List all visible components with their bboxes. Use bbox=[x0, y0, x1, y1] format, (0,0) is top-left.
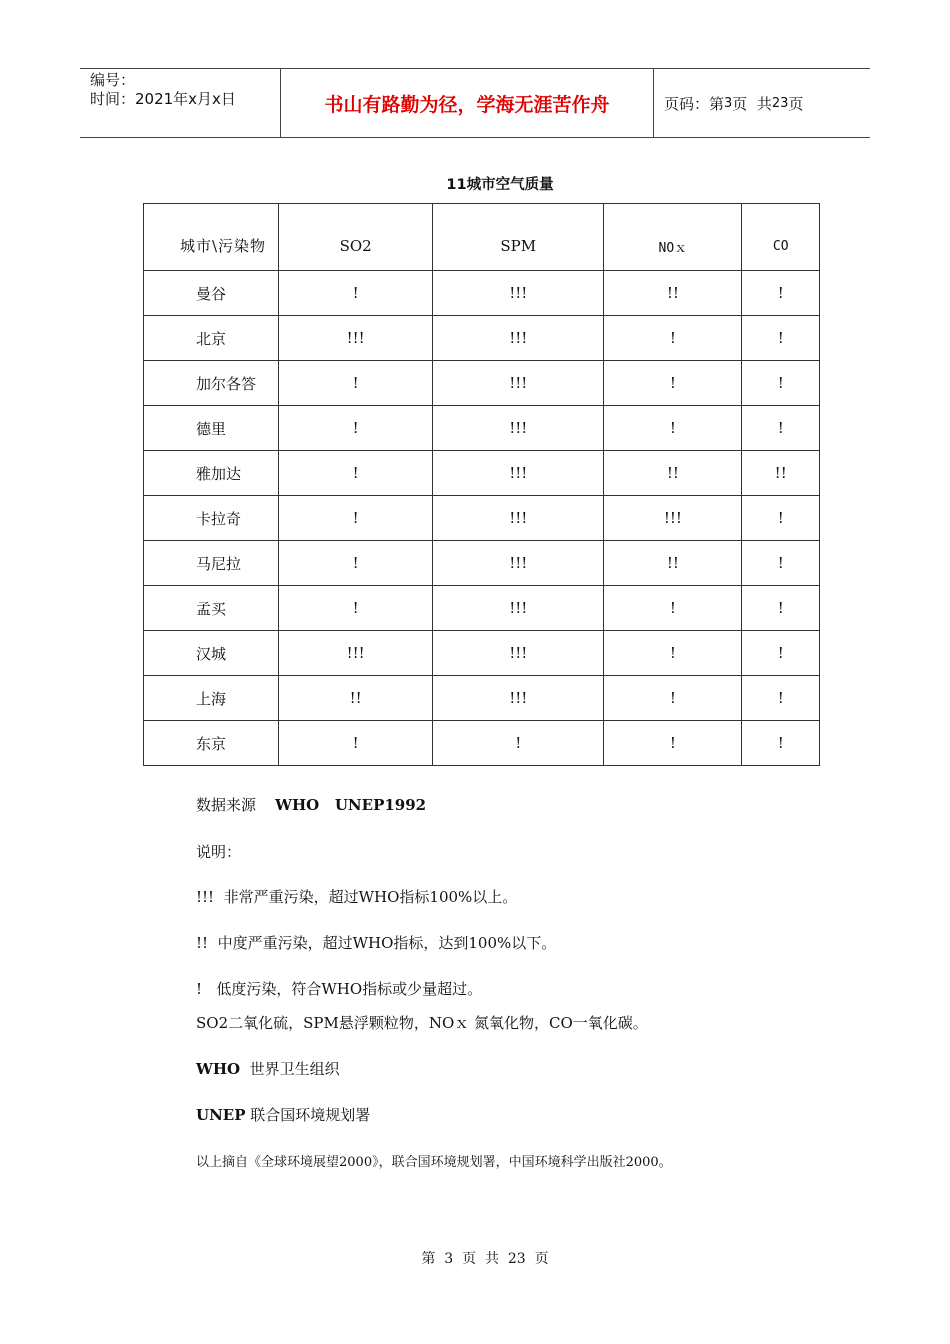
spm-cell: !!! bbox=[433, 406, 604, 451]
so2-cell: !!! bbox=[279, 631, 433, 676]
co-cell: ! bbox=[742, 721, 820, 766]
unep-name: 联合国环境规划署 bbox=[245, 1106, 371, 1124]
co-cell: ! bbox=[742, 406, 820, 451]
spm-cell: !!! bbox=[433, 361, 604, 406]
nox-cell: !!! bbox=[604, 496, 742, 541]
source-value: WHO UNEP1992 bbox=[275, 796, 427, 814]
nox-cell: ! bbox=[604, 721, 742, 766]
spm-cell: !!! bbox=[433, 586, 604, 631]
city-cell: 上海 bbox=[144, 676, 279, 721]
table-row bbox=[144, 361, 820, 406]
spm-cell: !!! bbox=[433, 451, 604, 496]
so2-cell: ! bbox=[279, 406, 433, 451]
spm-cell: !!! bbox=[433, 676, 604, 721]
city-cell: 雅加达 bbox=[144, 451, 279, 496]
nox-cell: ! bbox=[604, 676, 742, 721]
page-mid: 页 共 bbox=[732, 94, 772, 113]
city-cell: 汉城 bbox=[144, 631, 279, 676]
table-header-row bbox=[144, 204, 820, 271]
so2-cell: ! bbox=[279, 451, 433, 496]
city-cell: 北京 bbox=[144, 316, 279, 361]
city-cell: 卡拉奇 bbox=[144, 496, 279, 541]
co-cell: ! bbox=[742, 676, 820, 721]
page-footer bbox=[0, 1248, 950, 1268]
so2-cell: ! bbox=[279, 496, 433, 541]
city-cell: 东京 bbox=[144, 721, 279, 766]
page-current: 3 bbox=[724, 95, 733, 111]
so2-cell: ! bbox=[279, 361, 433, 406]
time-label: 时间：2021年x月x日 bbox=[90, 90, 236, 108]
nox-cell: ! bbox=[604, 361, 742, 406]
table-row bbox=[144, 586, 820, 631]
air-quality-table bbox=[143, 203, 820, 766]
table-row bbox=[144, 271, 820, 316]
so2-cell: !! bbox=[279, 676, 433, 721]
unep-line bbox=[196, 1104, 370, 1125]
nox-cell: ! bbox=[604, 406, 742, 451]
so2-cell: ! bbox=[279, 721, 433, 766]
table-caption-wrap bbox=[0, 173, 950, 194]
number-label: 编号： bbox=[90, 71, 136, 89]
document-header bbox=[80, 68, 870, 138]
co-cell: ! bbox=[742, 496, 820, 541]
table-caption: 11城市空气质量 bbox=[446, 177, 554, 193]
table-row bbox=[144, 631, 820, 676]
nox-cell: ! bbox=[604, 631, 742, 676]
explain-label: 说明： bbox=[196, 843, 242, 861]
so2-cell: ! bbox=[279, 541, 433, 586]
legend-low: ! 低度污染，符合WHO指标或少量超过。 bbox=[196, 980, 483, 998]
co-cell: ! bbox=[742, 586, 820, 631]
co-cell: ! bbox=[742, 361, 820, 406]
co-cell: ! bbox=[742, 316, 820, 361]
nox-cell: !! bbox=[604, 541, 742, 586]
spm-cell: !!! bbox=[433, 541, 604, 586]
column-header-spm: SPM bbox=[433, 204, 604, 271]
data-source-line bbox=[196, 794, 426, 815]
legend-severe: !!! 非常严重污染，超过WHO指标100%以上。 bbox=[196, 888, 518, 906]
city-cell: 孟买 bbox=[144, 586, 279, 631]
nox-cell: !! bbox=[604, 451, 742, 496]
city-cell: 加尔各答 bbox=[144, 361, 279, 406]
spm-cell: ! bbox=[433, 721, 604, 766]
citation-line: 以上摘自《全球环境展望2000》，联合国环境规划署，中国环境科学出版社2000。 bbox=[196, 1155, 672, 1170]
header-city-pollutant: 城市\污染物 bbox=[144, 204, 279, 271]
header-page-info bbox=[654, 69, 870, 137]
nox-cell: ! bbox=[604, 316, 742, 361]
unep-abbr: UNEP bbox=[196, 1106, 246, 1124]
column-header-nox: NOｘ bbox=[604, 204, 742, 271]
nox-cell: !! bbox=[604, 271, 742, 316]
co-cell: ! bbox=[742, 541, 820, 586]
co-cell: ! bbox=[742, 271, 820, 316]
table-row bbox=[144, 406, 820, 451]
spm-cell: !!! bbox=[433, 271, 604, 316]
city-cell: 德里 bbox=[144, 406, 279, 451]
source-label: 数据来源 bbox=[196, 796, 257, 814]
table-row bbox=[144, 676, 820, 721]
table-row bbox=[144, 541, 820, 586]
page-total: 23 bbox=[771, 95, 789, 111]
table-row bbox=[144, 316, 820, 361]
legend-moderate: !! 中度严重污染，超过WHO指标，达到100%以下。 bbox=[196, 934, 557, 952]
header-meta bbox=[80, 69, 281, 137]
abbreviations-line: SO2二氧化硫，SPM悬浮颗粒物，NOｘ 氮氧化物，CO一氧化碳。 bbox=[196, 1014, 648, 1032]
city-cell: 曼谷 bbox=[144, 271, 279, 316]
who-line bbox=[196, 1058, 340, 1079]
co-cell: ! bbox=[742, 631, 820, 676]
co-cell: !! bbox=[742, 451, 820, 496]
spm-cell: !!! bbox=[433, 316, 604, 361]
spm-cell: !!! bbox=[433, 496, 604, 541]
spm-cell: !!! bbox=[433, 631, 604, 676]
table-row bbox=[144, 451, 820, 496]
city-cell: 马尼拉 bbox=[144, 541, 279, 586]
page-prefix: 页码：第 bbox=[664, 94, 725, 113]
table-row bbox=[144, 721, 820, 766]
so2-cell: ! bbox=[279, 271, 433, 316]
who-name: 世界卫生组织 bbox=[240, 1060, 340, 1078]
table-row bbox=[144, 496, 820, 541]
column-header-so2: SO2 bbox=[279, 204, 433, 271]
so2-cell: ! bbox=[279, 586, 433, 631]
footer-page-number: 第 3 页 共 23 页 bbox=[421, 1251, 549, 1267]
who-abbr: WHO bbox=[196, 1060, 241, 1078]
so2-cell: !!! bbox=[279, 316, 433, 361]
column-header-co: CO bbox=[742, 204, 820, 271]
page-suffix: 页 bbox=[788, 94, 804, 113]
header-motto: 书山有路勤为径，学海无涯苦作舟 bbox=[281, 69, 654, 137]
nox-cell: ! bbox=[604, 586, 742, 631]
